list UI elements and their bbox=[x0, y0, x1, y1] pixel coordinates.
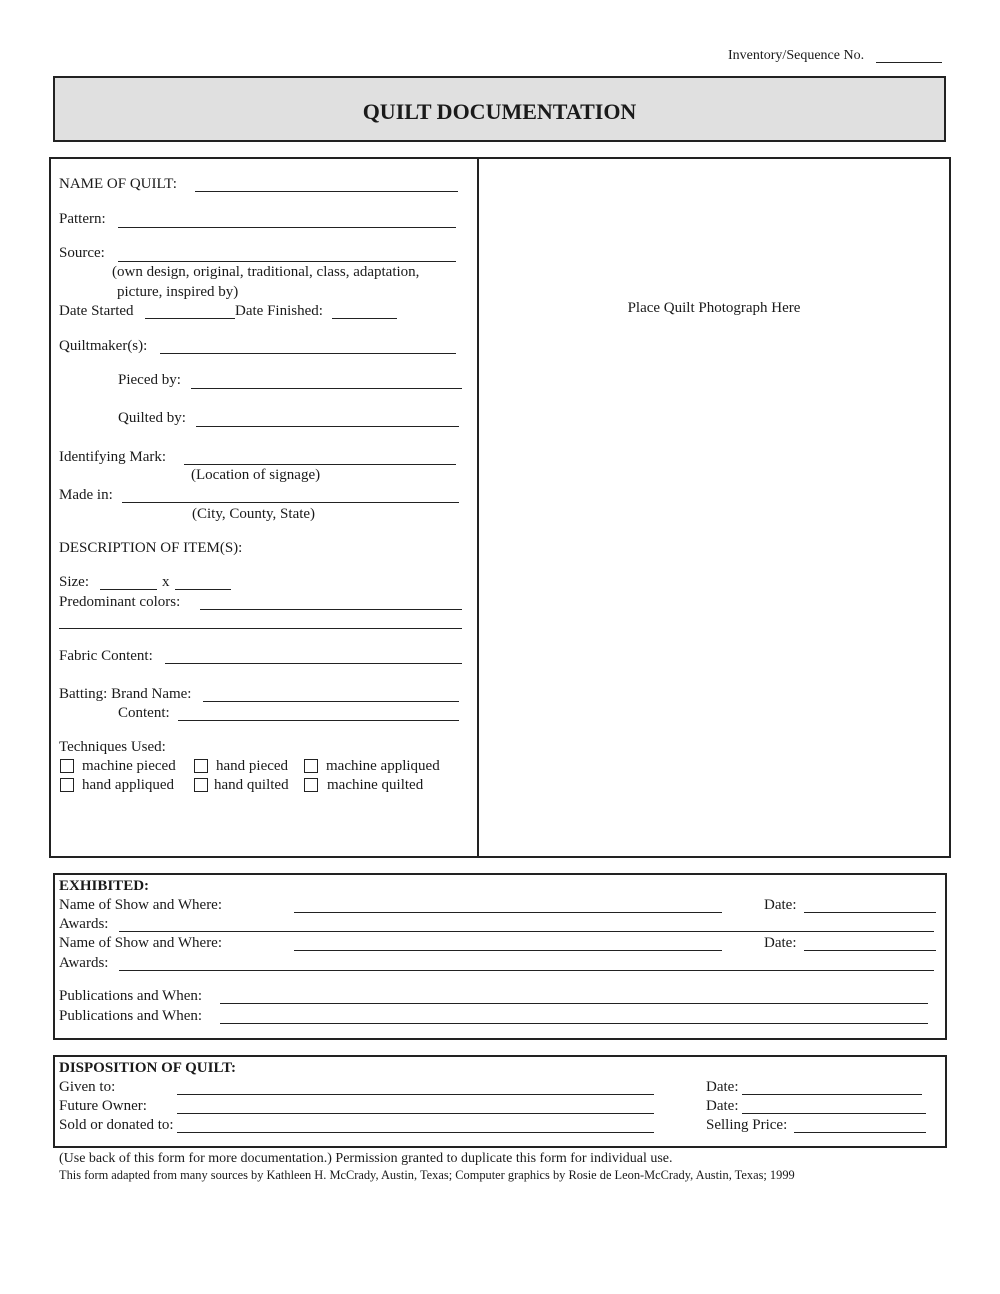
identifying-mark-hint: (Location of signage) bbox=[191, 467, 321, 483]
hand-quilted-label: hand quilted bbox=[214, 777, 289, 793]
publications-1-input[interactable] bbox=[220, 1003, 928, 1004]
source-hint-line-2: picture, inspired by) bbox=[117, 284, 239, 300]
size-width-input[interactable] bbox=[100, 589, 157, 590]
quilted-by-label: Quilted by: bbox=[118, 410, 186, 426]
date-finished-input[interactable] bbox=[332, 318, 397, 319]
batting-content-input[interactable] bbox=[178, 720, 459, 721]
inventory-label: Inventory/Sequence No. bbox=[728, 48, 865, 63]
pattern-input[interactable] bbox=[118, 227, 456, 228]
publications-1-label: Publications and When: bbox=[59, 988, 203, 1004]
show-2-label: Name of Show and Where: bbox=[59, 935, 223, 951]
hand-quilted-checkbox[interactable] bbox=[194, 778, 208, 792]
batting-brand-label: Batting: Brand Name: bbox=[59, 686, 192, 702]
machine-pieced-checkbox[interactable] bbox=[60, 759, 74, 773]
made-in-label: Made in: bbox=[59, 487, 113, 503]
fabric-content-label: Fabric Content: bbox=[59, 648, 153, 664]
source-hint-line-1: (own design, original, traditional, class, adaptation, bbox=[112, 264, 420, 280]
hand-appliqued-label: hand appliqued bbox=[82, 777, 175, 793]
predominant-colors-label: Predominant colors: bbox=[59, 594, 181, 610]
machine-quilted-label: machine quilted bbox=[327, 777, 424, 793]
date-started-input[interactable] bbox=[145, 318, 235, 319]
identifying-mark-label: Identifying Mark: bbox=[59, 449, 167, 465]
given-date-label: Date: bbox=[706, 1079, 739, 1095]
size-label: Size: bbox=[59, 574, 89, 590]
pattern-label: Pattern: bbox=[59, 211, 106, 227]
awards-2-label: Awards: bbox=[59, 955, 109, 971]
photo-area[interactable] bbox=[479, 159, 949, 856]
future-date-input[interactable] bbox=[742, 1113, 926, 1114]
source-input[interactable] bbox=[118, 261, 456, 262]
publications-2-input[interactable] bbox=[220, 1023, 928, 1024]
disposition-heading: DISPOSITION OF QUILT: bbox=[59, 1060, 236, 1076]
made-in-hint: (City, County, State) bbox=[192, 506, 316, 522]
quiltmakers-label: Quiltmaker(s): bbox=[59, 338, 148, 354]
awards-2-input[interactable] bbox=[119, 970, 934, 971]
given-to-input[interactable] bbox=[177, 1094, 654, 1095]
identifying-mark-input[interactable] bbox=[184, 464, 456, 465]
batting-content-label: Content: bbox=[118, 705, 170, 721]
awards-1-label: Awards: bbox=[59, 916, 109, 932]
future-date-label: Date: bbox=[706, 1098, 739, 1114]
photo-placeholder: Place Quilt Photograph Here bbox=[627, 300, 801, 316]
machine-quilted-checkbox[interactable] bbox=[304, 778, 318, 792]
title-banner bbox=[53, 76, 946, 142]
footer-note: (Use back of this form for more documentation.) Permission granted to duplicate this form for individual use. bbox=[59, 1151, 673, 1166]
show-1-date-input[interactable] bbox=[804, 912, 936, 913]
hand-pieced-checkbox[interactable] bbox=[194, 759, 208, 773]
description-heading: DESCRIPTION OF ITEM(S): bbox=[59, 540, 243, 556]
inventory-input[interactable] bbox=[876, 62, 942, 63]
given-to-label: Given to: bbox=[59, 1079, 116, 1095]
fabric-content-input[interactable] bbox=[165, 663, 462, 664]
show-2-date-input[interactable] bbox=[804, 950, 936, 951]
machine-appliqued-label: machine appliqued bbox=[326, 758, 440, 774]
future-owner-label: Future Owner: bbox=[59, 1098, 147, 1114]
quiltmakers-input[interactable] bbox=[160, 353, 456, 354]
techniques-label: Techniques Used: bbox=[59, 739, 166, 755]
date-started-label: Date Started bbox=[59, 303, 134, 319]
machine-pieced-label: machine pieced bbox=[82, 758, 176, 774]
name-of-quilt-input[interactable] bbox=[195, 191, 458, 192]
name-of-quilt-label: NAME OF QUILT: bbox=[59, 176, 177, 192]
publications-2-label: Publications and When: bbox=[59, 1008, 203, 1024]
sold-donated-label: Sold or donated to: bbox=[59, 1117, 174, 1133]
given-date-input[interactable] bbox=[742, 1094, 922, 1095]
pieced-by-input[interactable] bbox=[191, 388, 462, 389]
sold-donated-input[interactable] bbox=[177, 1132, 654, 1133]
pieced-by-label: Pieced by: bbox=[118, 372, 181, 388]
quilted-by-input[interactable] bbox=[196, 426, 459, 427]
future-owner-input[interactable] bbox=[177, 1113, 654, 1114]
awards-1-input[interactable] bbox=[119, 931, 934, 932]
predominant-colors-input-2[interactable] bbox=[59, 628, 462, 629]
size-x-label: x bbox=[162, 574, 170, 590]
selling-price-input[interactable] bbox=[794, 1132, 926, 1133]
page-title: QUILT DOCUMENTATION bbox=[362, 99, 637, 124]
date-finished-label: Date Finished: bbox=[235, 303, 323, 319]
batting-brand-input[interactable] bbox=[203, 701, 459, 702]
selling-price-label: Selling Price: bbox=[706, 1117, 788, 1133]
show-1-input[interactable] bbox=[294, 912, 722, 913]
source-label: Source: bbox=[59, 245, 105, 261]
machine-appliqued-checkbox[interactable] bbox=[304, 759, 318, 773]
size-length-input[interactable] bbox=[175, 589, 231, 590]
hand-pieced-label: hand pieced bbox=[216, 758, 289, 774]
show-1-date-label: Date: bbox=[764, 897, 797, 913]
show-2-date-label: Date: bbox=[764, 935, 797, 951]
predominant-colors-input[interactable] bbox=[200, 609, 462, 610]
show-1-label: Name of Show and Where: bbox=[59, 897, 223, 913]
footer-credit: This form adapted from many sources by Kathleen H. McCrady, Austin, Texas; Computer graphics by Rosie de Leon-McCrady, Austin, Texas; 1999 bbox=[59, 1168, 795, 1182]
show-2-input[interactable] bbox=[294, 950, 722, 951]
exhibited-heading: EXHIBITED: bbox=[59, 878, 150, 894]
made-in-input[interactable] bbox=[122, 502, 459, 503]
hand-appliqued-checkbox[interactable] bbox=[60, 778, 74, 792]
